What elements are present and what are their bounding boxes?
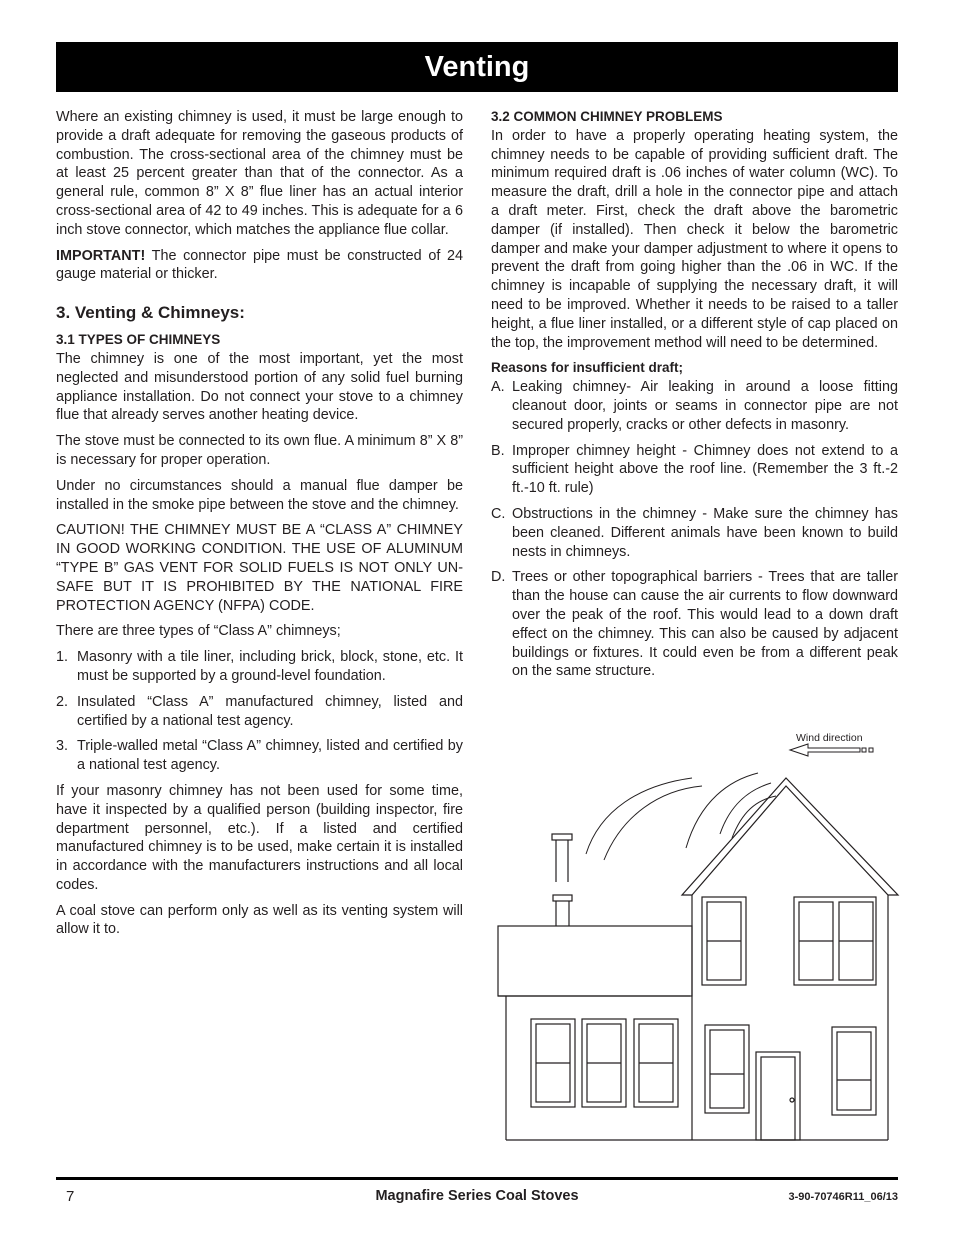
list-marker: B. <box>491 442 505 459</box>
caution-paragraph: CAUTION! THE CHIMNEY MUST BE A “CLASS A” CHIMNEY IN GOOD WORKING CONDITION. THE USE OF ALUMINUM “TYPE B” GAS VENT FOR SOLID FUELS IS NOT ONLY UN-SAFE BUT IT IS PROHIBITED BY THE NATIONAL FIRE PROTECTION AGENCY (NFPA) CODE. <box>56 522 463 614</box>
intro-paragraph: Where an existing chimney is used, it must be large enough to provide a draft adequate for removing the gaseous products of combustion. The cross-sectional area of the chimney must be at least 25 percent greater than that of the connector. As a general rule, common 8” X 8” flue liner has an actual interior cross-sectional area of 42 to 49 inches. This is adequate for a 6 inch stove connector, which matches the appliance flue collar. <box>56 109 463 238</box>
list-marker: D. <box>491 569 506 586</box>
list-item <box>491 568 898 681</box>
page-number: 7 <box>66 1188 75 1205</box>
list-marker: 1. <box>56 649 69 666</box>
important-label: IMPORTANT! <box>56 247 146 264</box>
list-item <box>56 648 463 686</box>
list-text: Triple-walled metal “Class A” chimney, listed and certified by a national test agency. <box>77 738 463 774</box>
list-marker: C. <box>491 505 506 522</box>
section-heading: 3. Venting & Chimneys: <box>56 303 245 323</box>
footer-rule <box>56 1177 898 1180</box>
document-code: 3-90-70746R11_06/13 <box>788 1191 898 1203</box>
types-heading: 3.1 TYPES OF CHIMNEYS <box>56 332 221 348</box>
list-marker: A. <box>491 379 505 396</box>
right-column <box>491 108 898 688</box>
types-paragraph-3: Under no circumstances should a manual flue damper be installed in the smoke pipe between the stove and the chimney. <box>56 477 463 513</box>
footer-title: Magnafire Series Coal Stoves <box>375 1188 579 1204</box>
wind-arrow-icon <box>790 744 860 756</box>
front-door <box>756 1052 800 1140</box>
types-paragraph-2: The stove must be connected to its own flue. A minimum 8” X 8” is necessary for proper operation. <box>56 433 463 468</box>
important-note <box>56 247 463 285</box>
list-item <box>491 378 898 434</box>
problems-heading: 3.2 COMMON CHIMNEY PROBLEMS <box>491 109 723 124</box>
list-item <box>491 442 898 498</box>
important-text: The connector pipe must be constructed of 24 gauge material or thicker. <box>56 247 463 283</box>
list-text: Masonry with a tile liner, including brick, block, stone, etc. It must be supported by a ground-level foundation. <box>77 649 463 684</box>
list-item <box>56 737 463 775</box>
page-title: Venting <box>56 42 898 92</box>
list-text: Trees or other topographical barriers - Trees that are taller than the house can cause the air currents to flow downward over the peak of the roof. This would lead to a down draft effect on the chimney. This can also be caused by adjacent buildings or fixtures. It could even be from a different peak on the same structure. <box>512 569 898 680</box>
problems-paragraph: In order to have a properly operating heating system, the chimney needs to be capable of providing sufficient draft. The minimum required draft is .06 inches of water column (WC). To measure the draft, drill a hole in the connector pipe and attach a draft meter. First, check the draft above the barometric damper (if installed). Then check it below the barometric damper and make your damper adjustment to where it opens to prevent the draft from going higher than the .06 in WC. If the chimney is incapable of supplying the necessary draft, it will need to be improved. Whether it needs to be raised to a taller height, a flue liner installed, or a different style of cap placed on the top, the improvement method will need to be determined. <box>491 127 898 351</box>
wind-current-lines <box>586 773 776 860</box>
list-text: Leaking chimney- Air leaking in around a loose fitting cleanout door, joints or seams in connector pipe are not secured properly, cracks or other defects in masonry. <box>512 379 898 433</box>
wind-direction-label: Wind direction <box>796 732 863 744</box>
reasons-list <box>491 378 898 681</box>
chimney-types-list <box>56 648 463 775</box>
list-item <box>56 693 463 731</box>
three-types-intro: There are three types of “Class A” chimneys; <box>56 623 341 640</box>
low-wing <box>498 926 888 1140</box>
list-text: Improper chimney height - Chimney does not extend to a sufficient height above the roof line. (Remember the 3 ft.-2 ft.-10 ft. rule) <box>512 442 898 497</box>
tall-chimney <box>552 834 572 926</box>
reasons-heading: Reasons for insufficient draft; <box>491 360 684 376</box>
inspect-paragraph: If your masonry chimney has not been used for some time, have it inspected by a qualified person (building inspector, fire department personnel, etc.). If a listed and certified manufactured chimney is to be used, make certain it is installed in accordance with the manufacturers instructions and all local codes. <box>56 782 463 893</box>
house-draft-illustration <box>490 728 910 1148</box>
left-column <box>56 108 463 946</box>
list-text: Obstructions in the chimney - Make sure the chimney has been cleaned. Different animals have been known to build nests in chimneys. <box>512 505 898 560</box>
list-marker: 2. <box>56 693 69 710</box>
list-marker: 3. <box>56 738 69 755</box>
list-text: Insulated “Class A” manufactured chimney, listed and certified by a national test agency. <box>77 693 463 729</box>
list-item <box>491 505 898 561</box>
main-house <box>682 778 898 1140</box>
closing-paragraph: A coal stove can perform only as well as its venting system will allow it to. <box>56 902 463 938</box>
types-paragraph-1: The chimney is one of the most important, yet the most neglected and misunderstood portion of any solid fuel burning appliance installation. Do not connect your stove to a chimney flue that already serves another heating device. <box>56 350 463 424</box>
